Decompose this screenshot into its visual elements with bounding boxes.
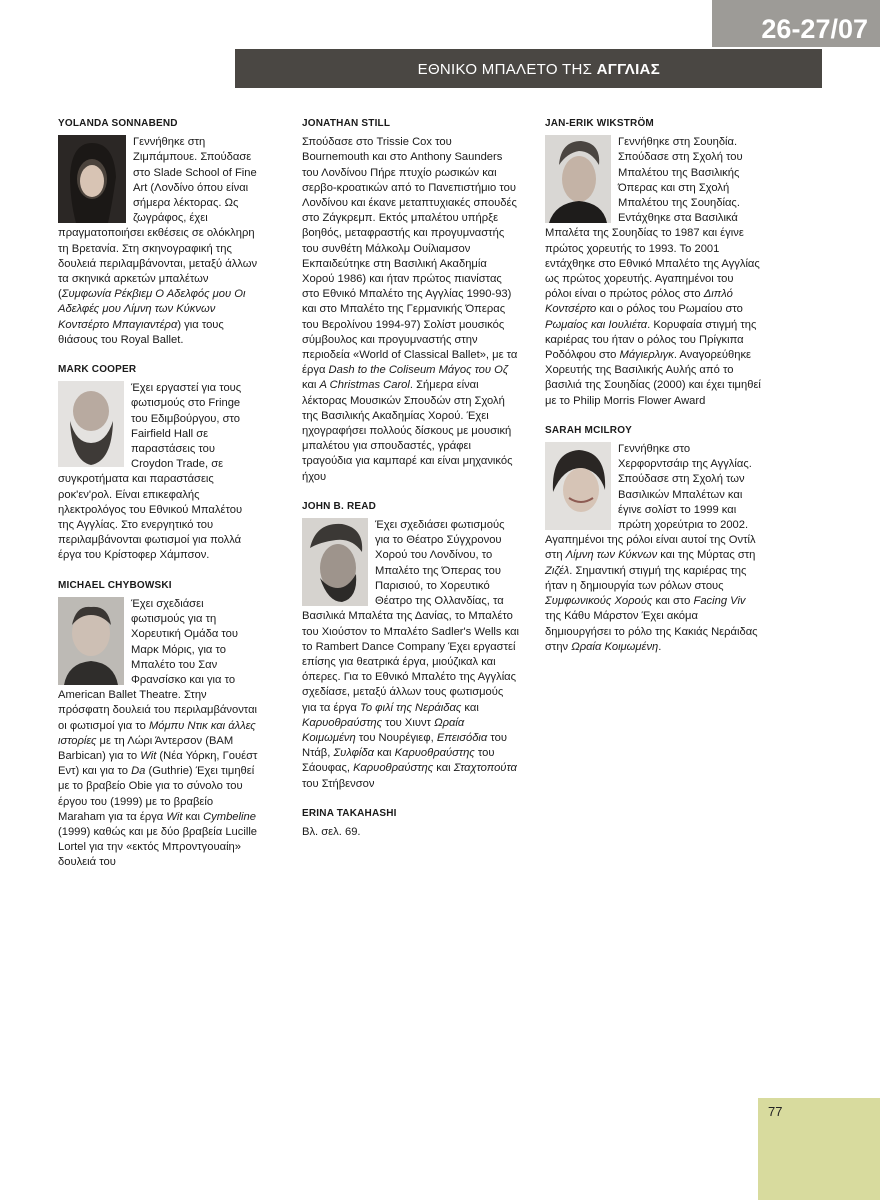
bio-read (302, 499, 520, 792)
bio-chybowski (58, 578, 258, 871)
bio-text: Βλ. σελ. 69. (302, 825, 361, 838)
bio-takahashi (302, 806, 520, 840)
portrait-photo (58, 381, 124, 467)
header-title: ΕΘΝΙΚΟ ΜΠΑΛΕΤΟ ΤΗΣ (417, 61, 597, 78)
page-number-box (758, 1098, 880, 1200)
bio-text: Σπούδασε στο Trissie Cox του Bournemouth και στο Anthony Saunders του Λονδίνου Πήρε πτυχίο ρωσικών και σερβο-κροατικών από το Πανεπιστήμιο του Λονδίνου και έκανε μεταπτυχιακές σπουδές στο Ζάγκρεμπ. Εκτός μπαλέτου υπήρξε βοηθός, μεταφραστής και προγυμναστής του συνθέτη Μάλκολμ Ουίλιαμσον Εκπαιδεύτηκε στη Βασιλική Ακαδημία Χορού 1986) και ήταν πρώτος πιανίστας στο Εθνικό Μπαλέτο της Αγγλίας 1990-93) και στο Μπαλέτο της Γερμανικής Όπερας του Βερολίνου 1994-97) Σολίστ μουσικός σύμβουλος και προγυμναστής στην περιοδεία «World of Classical Ballet», με τα έργα Dash to the Coliseum Μάγος του Οζ και A Christmas Carol. Σήμερα είναι λέκτορας Μουσικών Σπουδών στη Σχολή της Βασιλικής Ακαδημίας Χορού. Έχει ηχογραφήσει πολλούς δίσκους με μουσική μπαλέτου για σπουδαστές, γράφει τραγούδια για καμπαρέ και είναι μηχανικός ήχου (302, 136, 518, 483)
bio-name: JAN-ERIK WIKSTRÖM (545, 118, 654, 129)
column-3 (545, 116, 763, 669)
bio-cooper (58, 362, 258, 564)
date-label: 26-27/07 (712, 0, 880, 47)
portrait-photo (58, 135, 126, 223)
portrait-photo (302, 518, 368, 606)
header-title-bold: ΑΓΓΛΙΑΣ (596, 61, 660, 78)
bio-text: Έχει σχεδιάσει φωτισμούς για το Θέατρο Σύγχρονου Χορού του Λονδίνου, το Μπαλέτο της Όπερας του Παρισιού, το Χορευτικό Θέατρο της Ολλανδίας, τα Βασιλικά Μπαλέτα της Δανίας, το Μπαλέτο του Χιούστον το Μπαλέτο Sadler's Wells και το Rambert Dance Company Έχει εργαστεί επίσης για θεατρικά έργα, μιούζικαλ και όπερες. Για το Εθνικό Μπαλέτο της Αγγλίας σχεδίασε, μεταξύ άλλων τους φωτισμούς για τα έργα Το φιλί της Νεράιδας και Καρυοθραύστης του Χιυντ Ωραία Κοιμωμένη του Νουρέγιεφ, Επεισόδια του Ντάβ, Συλφίδα και Καρυοθραύστης του Σάουφας, Καρυοθραύστης και Σταχτοπούτα του Στήβενσον (302, 519, 520, 790)
portrait-photo (545, 135, 611, 223)
bio-text: Γεννήθηκε στη Ζιμπάμπουε. Σπούδασε στο Slade School of Fine Art (Λονδίνο όπου είναι σήμερα λέκτορας. Ως ζωγράφος, έχει πραγματοποιήσει εκθέσεις σε ολόκληρη τη Βρετανία. Στη σκηνογραφική της δουλειά περιλαμβάνονται, μεταξύ άλλων τα σκηνικά αρκετών μπαλέτων (Συμφωνία Ρέκβιεμ Ο Αδελφός μου Οι Αδελφές μου Λίμνη των Κύκνων Κοντσέρτο Μπαγιαντέρα) για τους θιάσους του Royal Ballet. (58, 136, 258, 346)
bio-name: SARAH MCILROY (545, 424, 633, 436)
portrait-photo (545, 442, 611, 530)
column-2 (302, 116, 520, 854)
page-number: 77 (768, 1104, 783, 1119)
bio-text: Έχει σχεδιάσει φωτισμούς για τη Χορευτική Ομάδα του Μαρκ Μόρις, για το Μπαλέτο του Σαν Φρανσίσκο και για το American Ballet Theatre. Στην πρόσφατη δουλειά του περιλαμβάνονται οι φωτισμοί για το Μόμπυ Ντικ και άλλες ιστορίες με τη Λώρι Άντερσον (BAM Barbican) για το Wit (Νέα Υόρκη, Γουέστ Εντ) και για το Da (Guthrie) Έχει τιμηθεί με το βραβείο Obie για το σύνολο του έργου του (1999) με το βραβείο Maraham για τα έργα Wit και Cymbeline (1999) καθώς και με δύο βραβεία Lucille Lortel για την «εκτός Μπροντγουαίη» δουλειά του (58, 597, 258, 869)
bio-name: MARK COOPER (58, 364, 137, 376)
bio-name: MICHAEL CHYBOWSKI (58, 579, 172, 591)
bio-text: Γεννήθηκε στο Χερφορντσάιρ της Αγγλίας. Σπούδασε στη Σχολή των Βασιλικών Μπαλέτων και έγινε σολίστ το 1999 και πρώτη χορεύτρια το 2002. Αγαπημένοι της ρόλοι είναι αυτοί της Οντίλ στη Λίμνη των Κύκνων και της Μύρτας στη Ζιζέλ. Σημαντική στιγμή της καριέρας της ήταν η δημιουργία των ρόλων στους Συμφωνικούς Χορούς και στο Facing Viv της Κάθυ Μάρστον Έχει ακόμα δημιουργήσει το ρόλο της Κακιάς Νεράιδας στην Ωραία Κοιμωμένη. (545, 443, 758, 653)
bio-name: JOHN B. READ (302, 500, 377, 512)
bio-mcilroy (545, 423, 763, 655)
bio-text: Γεννήθηκε στη Σουηδία. Σπούδασε στη Σχολή του Μπαλέτου της Βασιλικής Όπερας και στη Σχολή Μπαλέτου της Σουηδίας. Εντάχθηκε στα Βασιλικά Μπαλέτα της Σουηδίας το 1987 και έγινε πρώτος χορευτής το 1993. Το 2001 εντάχθηκε στο Εθνικό Μπαλέτο της Αγγλίας ως πρώτος χορευτής. Αγαπημένοι του ρόλοι είναι ο πρώτος ρόλος στο Διπλό Κοντσέρτο και ο ρόλος του Ρωμαίου στο Ρωμαίος και Ιουλιέτα. Κορυφαία στιγμή της καριέρας του ήταν ο ρόλος του Πρίγκιπα Ροδόλφου στο Μάγιερλιγκ. Αναγορεύθηκε Χορευτής της Βασιλικής Αυλής από το βασιλιά της Σουηδίας (2000) και έχει τιμηθεί με το Philip Morris Flower Award (545, 136, 761, 407)
bio-name: JONATHAN STILL (302, 118, 391, 129)
page-header (235, 49, 822, 88)
column-1 (58, 116, 258, 885)
bio-sonnabend (58, 116, 258, 348)
bio-name: YOLANDA SONNABEND (58, 118, 178, 129)
bio-still (302, 116, 520, 485)
bio-name: ERINA TAKAHASHI (302, 807, 397, 819)
bio-text: Έχει εργαστεί για τους φωτισμούς στο Fringe του Εδιμβούργου, στο Fairfield Hall σε παραστάσεις του Croydon Trade, σε συγκροτήματα και παραστάσεις ροκ'εν'ρολ. Είναι επικεφαλής ηλεκτρολόγος του Εθνικού Μπαλέτου της Αγγλίας. Στο ενεργητικό του περιλαμβάνονται φωτισμοί για πολλά έργα του Κρίστοφερ Χάμπσον. (58, 382, 243, 562)
portrait-photo (58, 597, 124, 685)
bio-wikstrom (545, 116, 763, 409)
